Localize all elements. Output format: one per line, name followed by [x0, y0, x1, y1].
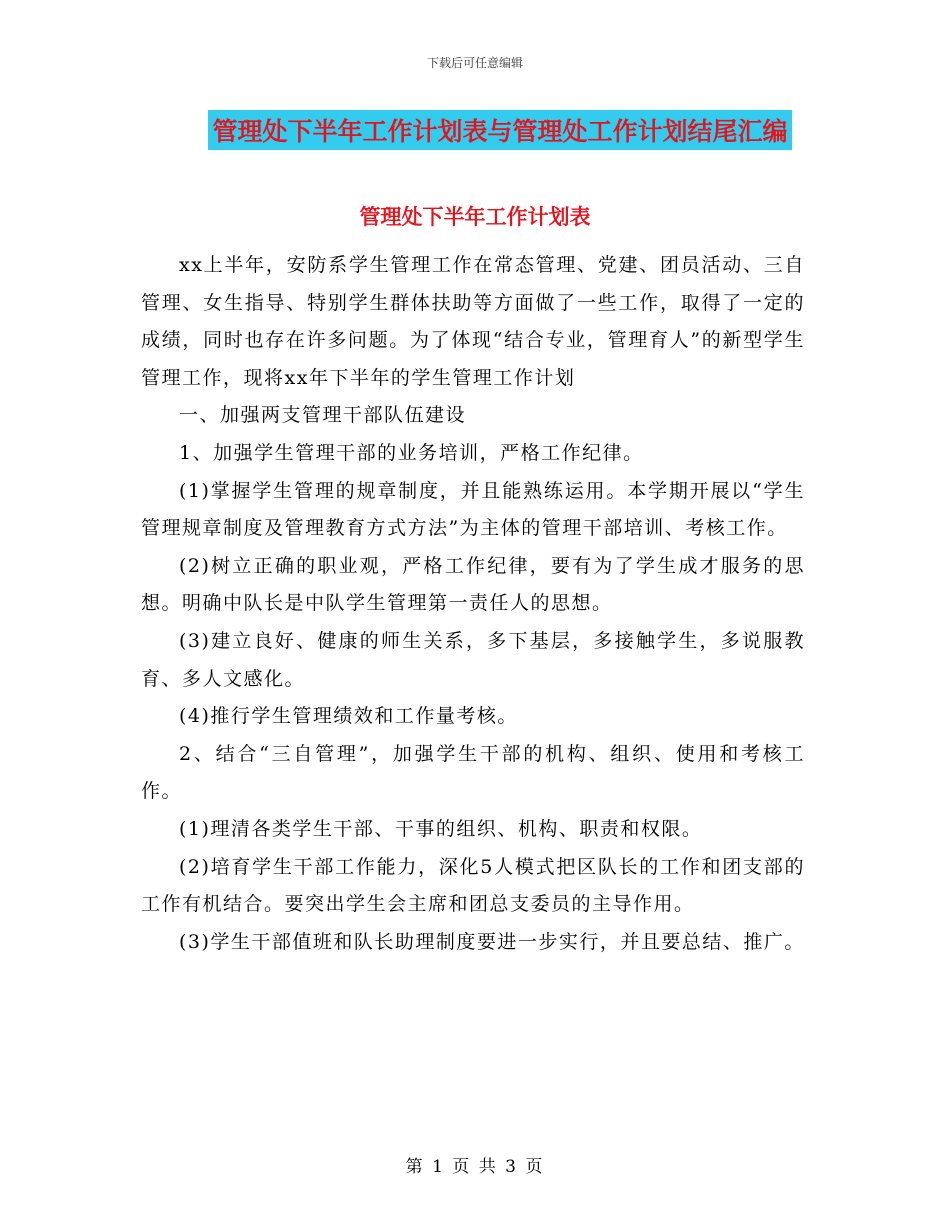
document-body — [141, 247, 805, 961]
paragraph: xx上半年，安防系学生管理工作在常态管理、党建、团员活动、三自管理、女生指导、特别学生群体扶助等方面做了一些工作，取得了一定的成绩，同时也存在许多问题。为了体现“结合专业，管理育人”的新型学生管理工作，现将xx年下半年的学生管理工作计划 — [141, 254, 805, 389]
paragraph: 一、加强两支管理干部队伍建设 — [179, 404, 467, 427]
document-title-container — [0, 110, 950, 150]
paragraph: (1)理清各类学生干部、干事的组织、机构、职责和权限。 — [179, 817, 703, 840]
paragraph: 2、结合“三自管理”，加强学生干部的机构、组织、使用和考核工作。 — [141, 742, 805, 803]
paragraph: (1)掌握学生管理的规章制度，并且能熟练运用。本学期开展以“学生管理规章制度及管理教育方式方法”为主体的管理干部培训、考核工作。 — [141, 479, 805, 540]
section-title: 管理处下半年工作计划表 — [359, 204, 591, 229]
paragraph: (3)学生干部值班和队长助理制度要进一步实行，并且要总结、推广。 — [179, 930, 805, 953]
paragraph: (2)培育学生干部工作能力，深化5人模式把区队长的工作和团支部的工作有机结合。要突出学生会主席和团总支委员的主导作用。 — [141, 855, 805, 916]
paragraph: (4)推行学生管理绩效和工作量考核。 — [179, 705, 518, 728]
page-footer: 第 1 页 共 3 页 — [405, 1157, 545, 1177]
paragraph: (2)树立正确的职业观，严格工作纪律，要有为了学生成才服务的思想。明确中队长是中队学生管理第一责任人的思想。 — [141, 554, 805, 615]
header-note: 下载后可任意编辑 — [426, 56, 523, 70]
paragraph: (3)建立良好、健康的师生关系，多下基层，多接触学生，多说服教育、多人文感化。 — [141, 629, 805, 690]
paragraph: 1、加强学生管理干部的业务培训，严格工作纪律。 — [179, 441, 644, 464]
document-title: 管理处下半年工作计划表与管理处工作计划结尾汇编 — [208, 110, 791, 150]
